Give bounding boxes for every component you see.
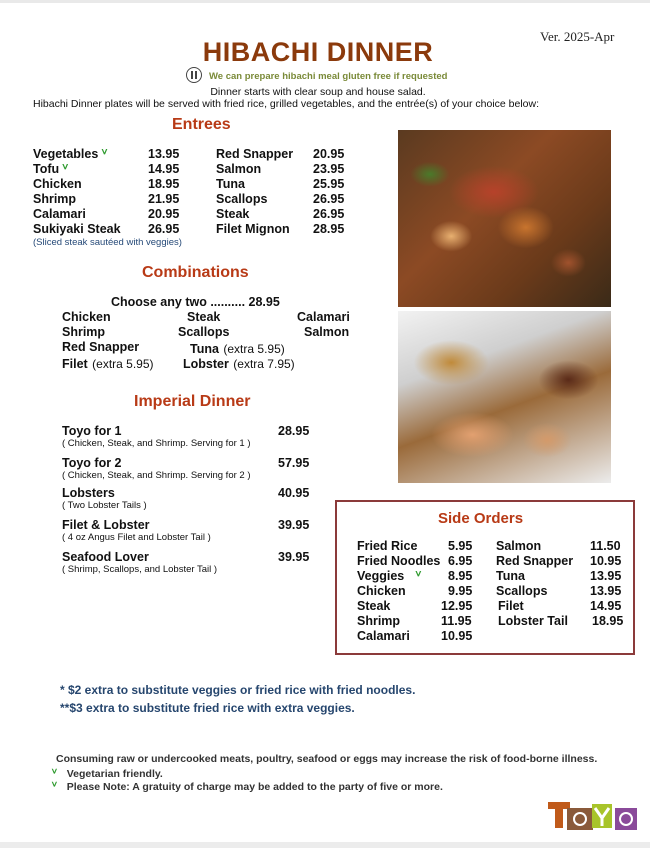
entree-price: 21.95 (148, 192, 180, 206)
side-price: 14.95 (590, 599, 622, 613)
imperial-price: 39.95 (278, 518, 310, 532)
gluten-free-note: We can prepare hibachi meal gluten free if requested (209, 71, 448, 82)
imperial-title: Imperial Dinner (134, 393, 251, 410)
combo-item-lobster: Lobster (extra 7.95) (183, 357, 295, 371)
gluten-free-icon (186, 67, 202, 83)
entree-item: Chicken (33, 177, 82, 191)
vegetarian-leaf-icon: ⱽ (101, 147, 107, 161)
imperial-item: Toyo for 2 (62, 456, 122, 470)
side-price: 8.95 (448, 569, 473, 583)
entree-price: 20.95 (313, 147, 345, 161)
soup-note: Dinner starts with clear soup and house salad. (210, 86, 426, 98)
side-price: 10.95 (441, 629, 473, 643)
entree-price: 28.95 (313, 222, 345, 236)
version-label: Ver. 2025-Apr (540, 29, 615, 44)
side-price: 11.50 (590, 539, 621, 553)
entree-item: Sukiyaki Steak (33, 222, 121, 236)
side-price: 11.95 (441, 614, 472, 628)
imperial-item: Toyo for 1 (62, 424, 122, 438)
sukiyaki-note: (Sliced steak sautéed with veggies) (33, 237, 182, 248)
vegetarian-leaf-icon: ⱽ (62, 162, 68, 176)
combo-item: Calamari (297, 310, 350, 324)
entree-item: Salmon (216, 162, 262, 176)
entree-price: 25.95 (313, 177, 345, 191)
noodles-substitute-note: * $2 extra to substitute veggies or fried rice with fried noodles. (60, 683, 416, 697)
toyo-logo (548, 800, 638, 832)
side-price: 9.95 (448, 584, 473, 598)
side-item: Scallops (496, 584, 548, 598)
side-item: Steak (357, 599, 391, 613)
imperial-desc: ( Two Lobster Tails ) (62, 500, 147, 511)
entree-item: Calamari (33, 207, 86, 221)
entree-item: Red Snapper (216, 147, 294, 161)
entree-price: 14.95 (148, 162, 180, 176)
side-orders-title: Side Orders (438, 510, 524, 527)
side-price: 13.95 (590, 584, 622, 598)
page-title: HIBACHI DINNER (202, 37, 434, 67)
entree-price: 26.95 (148, 222, 180, 236)
entree-item: Vegetables ⱽ (33, 147, 107, 161)
entree-price: 23.95 (313, 162, 345, 176)
vegetarian-leaf-icon: ⱽ (52, 768, 57, 780)
side-item: Chicken (357, 584, 406, 598)
imperial-desc: ( Chicken, Steak, and Shrimp. Serving for 2 ) (62, 470, 251, 481)
combinations-title: Combinations (142, 264, 249, 281)
imperial-desc: ( 4 oz Angus Filet and Lobster Tail ) (62, 532, 211, 543)
side-price: 10.95 (590, 554, 622, 568)
imperial-price: 39.95 (278, 550, 310, 564)
entree-item: Tuna (216, 177, 245, 191)
combo-item: Scallops (178, 325, 230, 339)
combo-item-tuna: Tuna (extra 5.95) (190, 342, 285, 356)
entree-item: Tofu ⱽ (33, 162, 68, 176)
imperial-item: Filet & Lobster (62, 518, 150, 532)
side-price: 5.95 (448, 539, 473, 553)
side-item: Filet (498, 599, 524, 613)
entree-price: 26.95 (313, 207, 345, 221)
side-item: Shrimp (357, 614, 401, 628)
entree-price: 18.95 (148, 177, 180, 191)
plates-note: Hibachi Dinner plates will be served with fried rice, grilled vegetables, and the entrée(s) of your choice below: (33, 98, 540, 110)
food-safety-warning: Consuming raw or undercooked meats, poultry, seafood or eggs may increase the risk of food-borne illness. (56, 753, 598, 765)
lobster-shrimp-photo (398, 130, 611, 307)
gratuity-note: ⱽ Please Note: A gratuity of charge may be added to the party of five or more. (52, 781, 443, 793)
side-item: Fried Noodles (357, 554, 441, 568)
imperial-price: 40.95 (278, 486, 310, 500)
side-item: Calamari (357, 629, 410, 643)
entree-item: Scallops (216, 192, 268, 206)
entree-price: 20.95 (148, 207, 180, 221)
veg-friendly-legend: ⱽ Vegetarian friendly. (52, 768, 163, 780)
top-rule (0, 0, 650, 3)
bottom-rule (0, 842, 650, 848)
combo-item-filet: Filet (extra 5.95) (62, 357, 154, 371)
entree-item: Shrimp (33, 192, 77, 206)
entree-price: 13.95 (148, 147, 180, 161)
combinations-choose: Choose any two .......... 28.95 (111, 295, 280, 309)
combo-item: Steak (187, 310, 221, 324)
vegetarian-leaf-icon: ⱽ (415, 569, 421, 583)
imperial-desc: ( Chicken, Steak, and Shrimp. Serving for 1 ) (62, 438, 251, 449)
side-price: 12.95 (441, 599, 473, 613)
entrees-title: Entrees (172, 116, 231, 133)
side-item: Tuna (496, 569, 525, 583)
side-item: Salmon (496, 539, 542, 553)
side-item: Lobster Tail (498, 614, 568, 628)
noodles-shrimp-photo (398, 311, 611, 483)
side-price: 18.95 (592, 614, 624, 628)
side-item: Fried Rice (357, 539, 418, 553)
vegetarian-leaf-icon: ⱽ (52, 781, 57, 793)
entree-price: 26.95 (313, 192, 345, 206)
side-price: 13.95 (590, 569, 622, 583)
side-item: Red Snapper (496, 554, 574, 568)
imperial-price: 28.95 (278, 424, 310, 438)
entree-item: Steak (216, 207, 250, 221)
combo-item: Chicken (62, 310, 111, 324)
imperial-item: Seafood Lover (62, 550, 149, 564)
imperial-desc: ( Shrimp, Scallops, and Lobster Tail ) (62, 564, 218, 575)
imperial-item: Lobsters (62, 486, 115, 500)
combo-item: Red Snapper (62, 340, 140, 354)
side-item: Veggies ⱽ (357, 569, 421, 583)
veggies-substitute-note: **$3 extra to substitute fried rice with extra veggies. (60, 701, 355, 715)
side-price: 6.95 (448, 554, 473, 568)
entree-item: Filet Mignon (216, 222, 290, 236)
imperial-price: 57.95 (278, 456, 310, 470)
toyo-logo-graphic (548, 800, 638, 832)
combo-item: Salmon (304, 325, 350, 339)
combo-item: Shrimp (62, 325, 106, 339)
